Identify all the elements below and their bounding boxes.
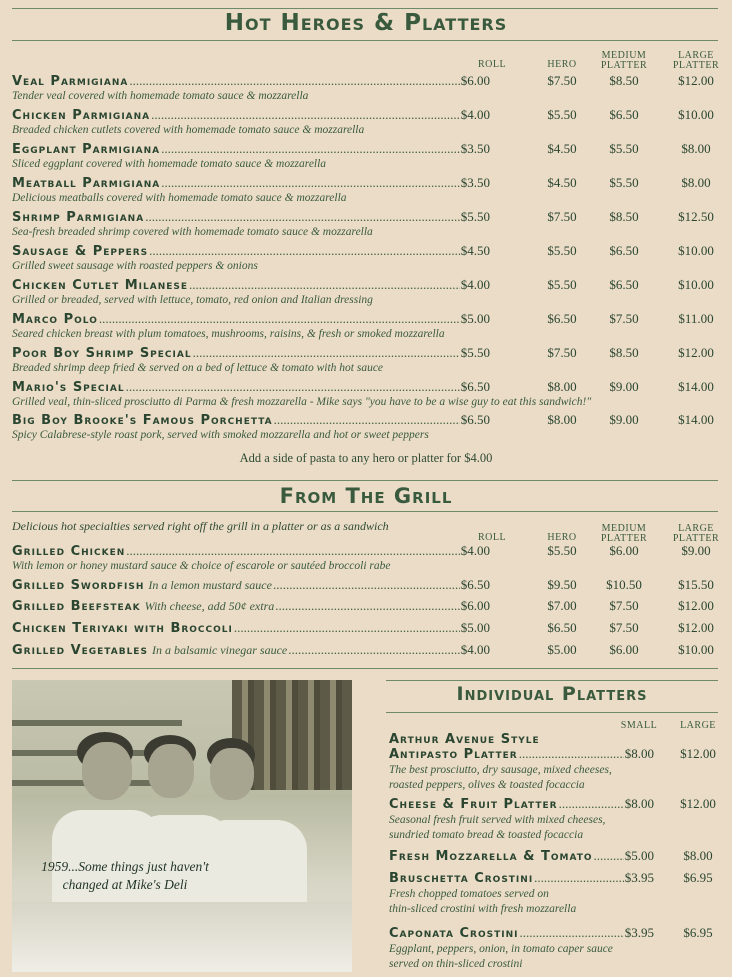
- leader-dots: [288, 642, 459, 658]
- price-large: $8.00: [683, 848, 713, 863]
- leader-dots: [129, 73, 459, 89]
- platter-name-line1: Arthur Avenue Style: [389, 732, 540, 747]
- menu-item-line: [12, 141, 490, 157]
- menu-item-description: Sea-fresh breaded shrimp covered with homemade tomato sauce & mozzarella: [12, 226, 373, 238]
- platter-name: Cheese & Fruit Platter: [389, 797, 558, 812]
- menu-item-description: Grilled or breaded, served with lettuce, tomato, red onion and Italian dressing: [12, 294, 373, 306]
- price-hero: $5.50: [547, 277, 577, 292]
- price-medium-platter: $10.50: [606, 577, 642, 592]
- menu-item-name: Chicken Cutlet Milanese: [12, 278, 189, 293]
- menu-item-name: Shrimp Parmigiana: [12, 210, 145, 225]
- price-hero: $7.00: [547, 598, 577, 613]
- menu-item-description: Seared chicken breast with plum tomatoes, mushrooms, raisins, & fresh or smoked mozzarella: [12, 328, 445, 340]
- menu-item-name: Chicken Parmigiana: [12, 108, 151, 123]
- price-small: $5.00: [624, 848, 654, 863]
- grill-item-name: Chicken Teriyaki with Broccoli: [12, 621, 233, 636]
- menu-item-row: [12, 345, 718, 379]
- menu-item-row: [12, 412, 718, 446]
- platter-line: [389, 925, 654, 941]
- grill-item-line: [12, 577, 490, 593]
- menu-item-row: [12, 277, 718, 311]
- menu-item-name: Mario's Special: [12, 380, 125, 395]
- grill-item-name: Grilled Vegetables: [12, 643, 148, 658]
- leader-dots: [273, 577, 460, 593]
- grill-item-name: Grilled Swordfish: [12, 578, 145, 593]
- price-small: $3.95: [624, 925, 654, 940]
- price-hero: $6.50: [547, 620, 577, 635]
- price-roll: $5.50: [460, 209, 490, 224]
- price-roll: $5.00: [460, 620, 490, 635]
- menu-item-name: Poor Boy Shrimp Special: [12, 346, 192, 361]
- grill-item-name: Grilled Beefsteak: [12, 599, 141, 614]
- leader-dots: [161, 175, 460, 191]
- price-roll: $5.50: [460, 345, 490, 360]
- price-hero: $8.00: [547, 379, 577, 394]
- leader-dots: [534, 870, 624, 886]
- platter-name: Antipasto Platter: [389, 747, 518, 762]
- price-medium-platter: $7.50: [609, 311, 639, 326]
- menu-item-line: [12, 277, 490, 293]
- platter-name: Bruschetta Crostini: [389, 871, 534, 886]
- price-large-platter: $14.00: [678, 379, 714, 394]
- menu-item-description: Delicious meatballs covered with homemade tomato sauce & mozzarella: [12, 192, 347, 204]
- leader-dots: [189, 277, 460, 293]
- price-small: $3.95: [624, 870, 654, 885]
- grill-bottom-rule: [12, 668, 718, 669]
- price-large-platter: $15.50: [678, 577, 714, 592]
- menu-item-name: Big Boy Brooke's Famous Porchetta: [12, 413, 273, 428]
- price-roll: $6.50: [460, 577, 490, 592]
- platter-description-2: served on thin-sliced crostini: [389, 958, 523, 970]
- menu-item-line: [12, 73, 490, 89]
- hot-title-rule: [12, 40, 718, 41]
- price-large: $12.00: [680, 746, 716, 761]
- platter-description-1: The best prosciutto, dry sausage, mixed cheeses,: [389, 764, 612, 776]
- individual-title-rule: [386, 712, 718, 713]
- price-hero: $8.00: [547, 412, 577, 427]
- price-roll: $6.00: [460, 73, 490, 88]
- price-medium-platter: $9.00: [609, 379, 639, 394]
- individual-top-rule: [386, 680, 718, 681]
- price-large-platter: $12.00: [678, 598, 714, 613]
- price-hero: $7.50: [547, 209, 577, 224]
- price-large-platter: $12.50: [678, 209, 714, 224]
- platter-description-2: roasted peppers, olives & toasted focaccia: [389, 779, 585, 791]
- individual-section-title: Individual Platters: [456, 683, 648, 705]
- photo-caption: 1959...Some things just haven't changed at Mike's Deli: [41, 859, 209, 892]
- price-hero: $5.50: [547, 107, 577, 122]
- grill-col-medium-platter: MEDIUM PLATTER: [600, 523, 648, 544]
- menu-item-name: Sausage & Peppers: [12, 244, 149, 259]
- menu-item-line: [12, 107, 490, 123]
- price-medium-platter: $6.00: [609, 543, 639, 558]
- grill-section-title: From The Grill: [279, 484, 453, 508]
- price-medium-platter: $6.00: [609, 642, 639, 657]
- platter-description-2: sundried tomato bread & toasted focaccia: [389, 829, 584, 841]
- menu-item-description: Spicy Calabrese-style roast pork, served with smoked mozzarella and hot or sweet peppers: [12, 429, 429, 441]
- price-roll: $4.50: [460, 243, 490, 258]
- menu-item-description: Grilled sweet sausage with roasted peppers & onions: [12, 260, 258, 272]
- deli-staff-photo: [12, 680, 352, 972]
- price-medium-platter: $8.50: [609, 73, 639, 88]
- price-large-platter: $10.00: [678, 107, 714, 122]
- platter-description-1: Eggplant, peppers, onion, in tomato caper sauce: [389, 943, 613, 955]
- ind-col-small: SMALL: [620, 720, 658, 731]
- price-hero: $7.50: [547, 73, 577, 88]
- price-roll: $5.00: [460, 311, 490, 326]
- col-medium-platter: MEDIUM PLATTER: [600, 50, 648, 71]
- menu-item-description: Breaded chicken cutlets covered with homemade tomato sauce & mozzarella: [12, 124, 365, 136]
- price-large-platter: $8.00: [681, 141, 711, 156]
- price-hero: $5.50: [547, 543, 577, 558]
- menu-item-description: Sliced eggplant covered with homemade tomato sauce & mozzarella: [12, 158, 327, 170]
- price-medium-platter: $6.50: [609, 107, 639, 122]
- menu-item-line: [12, 209, 490, 225]
- price-hero: $7.50: [547, 345, 577, 360]
- ind-col-large: LARGE: [680, 720, 716, 731]
- menu-item-line: [12, 345, 490, 361]
- price-hero: $5.50: [547, 243, 577, 258]
- menu-item-name: Marco Polo: [12, 312, 98, 327]
- menu-item-row: [12, 379, 718, 413]
- menu-item-description: Tender veal covered with homemade tomato sauce & mozzarella: [12, 90, 309, 102]
- grill-item-note: In a lemon mustard sauce: [148, 578, 272, 592]
- menu-item-row: [12, 175, 718, 209]
- top-rule: [12, 8, 718, 9]
- menu-item-line: [12, 379, 490, 395]
- price-roll: $3.50: [460, 141, 490, 156]
- grill-title-rule: [12, 511, 718, 512]
- menu-item-description: Breaded shrimp deep fried & served on a bed of lettuce & tomato with hot sauce: [12, 362, 384, 374]
- price-roll: $6.50: [460, 412, 490, 427]
- price-medium-platter: $9.00: [609, 412, 639, 427]
- price-roll: $4.00: [460, 277, 490, 292]
- leader-dots: [145, 209, 460, 225]
- price-large-platter: $12.00: [678, 620, 714, 635]
- price-large-platter: $12.00: [678, 345, 714, 360]
- grill-item-note: In a balsamic vinegar sauce: [151, 643, 288, 657]
- price-hero: $4.50: [547, 141, 577, 156]
- menu-item-row: [12, 243, 718, 277]
- price-roll: $4.00: [460, 107, 490, 122]
- grill-item-description: With lemon or honey mustard sauce & choice of escarole or sautéed broccoli rabe: [12, 560, 391, 572]
- price-small: $8.00: [624, 796, 654, 811]
- price-hero: $4.50: [547, 175, 577, 190]
- price-large-platter: $10.00: [678, 243, 714, 258]
- leader-dots: [559, 796, 624, 812]
- price-medium-platter: $5.50: [609, 141, 639, 156]
- menu-item-line: [12, 243, 490, 259]
- price-small: $8.00: [624, 746, 654, 761]
- col-roll: ROLL: [477, 59, 507, 70]
- price-hero: $5.00: [547, 642, 577, 657]
- menu-item-row: [12, 141, 718, 175]
- price-large-platter: $14.00: [678, 412, 714, 427]
- price-large: $6.95: [683, 925, 713, 940]
- platter-name: Caponata Crostini: [389, 926, 519, 941]
- leader-dots: [234, 620, 460, 636]
- leader-dots: [126, 543, 460, 559]
- grill-item-line: [12, 620, 490, 636]
- menu-item-name: Veal Parmigiana: [12, 74, 129, 89]
- menu-item-row: [12, 73, 718, 107]
- leader-dots: [519, 925, 623, 941]
- platter-line: [389, 848, 654, 864]
- grill-item-line: [12, 642, 490, 658]
- leader-dots: [99, 311, 460, 327]
- menu-item-row: [12, 107, 718, 141]
- price-roll: $4.00: [460, 642, 490, 657]
- grill-item-note: With cheese, add 50¢ extra: [144, 599, 275, 613]
- grill-top-rule: [12, 480, 718, 481]
- leader-dots: [161, 141, 460, 157]
- grill-item-row: [12, 642, 718, 676]
- price-roll: $6.50: [460, 379, 490, 394]
- price-large-platter: $9.00: [681, 543, 711, 558]
- col-hero: HERO: [547, 59, 577, 70]
- platter-description-1: Fresh chopped tomatoes served on: [389, 888, 549, 900]
- platter-line: [389, 746, 654, 762]
- menu-item-line: [12, 311, 490, 327]
- platter-line: [389, 796, 654, 812]
- col-large-platter: LARGE PLATTER: [672, 50, 720, 71]
- pasta-side-note: Add a side of pasta to any hero or platter for $4.00: [239, 451, 493, 465]
- price-medium-platter: $7.50: [609, 620, 639, 635]
- menu-item-line: [12, 175, 490, 191]
- price-large-platter: $8.00: [681, 175, 711, 190]
- platter-name: Fresh Mozzarella & Tomato: [389, 849, 593, 864]
- menu-item-row: [12, 209, 718, 243]
- leader-dots: [126, 379, 460, 395]
- grill-item-line: [12, 543, 490, 559]
- grill-col-hero: HERO: [547, 532, 577, 543]
- leader-dots: [274, 412, 460, 428]
- menu-item-name: Meatball Parmigiana: [12, 176, 161, 191]
- price-hero: $6.50: [547, 311, 577, 326]
- grill-col-roll: ROLL: [477, 532, 507, 543]
- price-medium-platter: $5.50: [609, 175, 639, 190]
- grill-item-line: [12, 598, 490, 614]
- grill-item-name: Grilled Chicken: [12, 544, 126, 559]
- price-roll: $6.00: [460, 598, 490, 613]
- menu-item-row: [12, 311, 718, 345]
- price-large-platter: $10.00: [678, 277, 714, 292]
- price-large-platter: $12.00: [678, 73, 714, 88]
- hot-section-title: Hot Heroes & Platters: [224, 10, 508, 36]
- price-large-platter: $10.00: [678, 642, 714, 657]
- leader-dots: [519, 746, 624, 762]
- grill-col-large-platter: LARGE PLATTER: [672, 523, 720, 544]
- leader-dots: [275, 598, 459, 614]
- menu-item-name: Eggplant Parmigiana: [12, 142, 161, 157]
- platter-description-1: Seasonal fresh fruit served with mixed cheeses,: [389, 814, 606, 826]
- price-medium-platter: $6.50: [609, 277, 639, 292]
- price-medium-platter: $6.50: [609, 243, 639, 258]
- platter-line: [389, 870, 654, 886]
- leader-dots: [151, 107, 460, 123]
- price-large-platter: $11.00: [678, 311, 714, 326]
- grill-intro: Delicious hot specialties served right off the grill in a platter or as a sandwich: [12, 519, 389, 533]
- menu-item-line: [12, 412, 490, 428]
- price-large: $6.95: [683, 870, 713, 885]
- price-large: $12.00: [680, 796, 716, 811]
- leader-dots: [193, 345, 460, 361]
- price-medium-platter: $8.50: [609, 345, 639, 360]
- grill-item-row: [12, 543, 718, 577]
- leader-dots: [594, 848, 624, 864]
- platter-description-2: thin-sliced crostini with fresh mozzarella: [389, 903, 577, 915]
- menu-item-description: Grilled veal, thin-sliced prosciutto di Parma & fresh mozzarella - Mike says "you have to be a wise guy to eat this sandwich!": [12, 396, 592, 408]
- price-medium-platter: $8.50: [609, 209, 639, 224]
- price-roll: $3.50: [460, 175, 490, 190]
- price-medium-platter: $7.50: [609, 598, 639, 613]
- leader-dots: [149, 243, 460, 259]
- price-roll: $4.00: [460, 543, 490, 558]
- price-hero: $9.50: [547, 577, 577, 592]
